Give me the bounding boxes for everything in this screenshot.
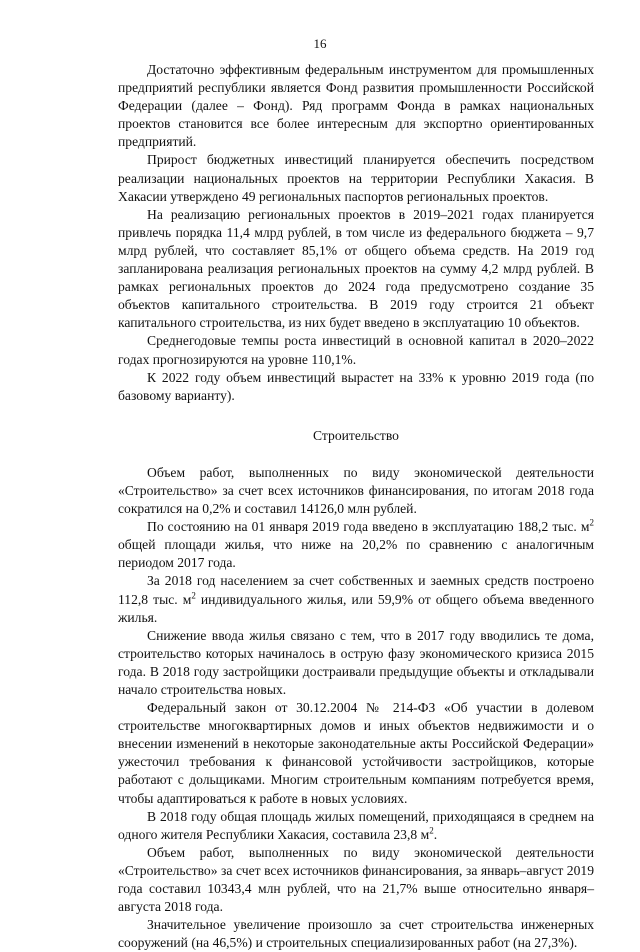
paragraph	[118, 808, 594, 844]
paragraph: Значительное увеличение произошло за счет строительства инженерных сооружений (на 46,5%) и строительных специализированных работ (на 27,3%).	[118, 917, 594, 951]
document-body	[118, 61, 594, 952]
superscript: 2	[191, 590, 196, 600]
page-number: 16	[313, 36, 327, 51]
paragraph: Снижение ввода жилья связано с тем, что в 2017 году вводились те дома, строительство которых начиналось в острую фазу экономического кризиса 2015 года. В 2018 году застройщики достраивали предыдущие объекты и откладывали начало строительства новых.	[118, 627, 594, 697]
text-run: В 2018 году общая площадь жилых помещений, приходящаяся в среднем на одного жителя Республики Хакасия, составила 23,8 м	[118, 808, 594, 842]
superscript: 2	[589, 517, 594, 528]
text-run: За 2018 год населением за счет собственных и заемных средств построено 112,8 тыс. м	[118, 573, 594, 607]
paragraph	[118, 572, 594, 626]
paragraph: К 2022 году объем инвестиций вырастет на 33% к уровню 2019 года (по базовому варианту).	[118, 369, 594, 403]
superscript: 2	[429, 825, 434, 836]
paragraph: Объем работ, выполненных по виду экономической деятельности «Строительство» за счет всех источников финансирования, за январь–август 2019 года составил 10343,4 млн рублей, что на 21,7% выше относительно января–августа 2018 года.	[118, 844, 594, 915]
paragraph	[118, 518, 594, 572]
paragraph: На реализацию региональных проектов в 2019–2021 годах планируется привлечь порядка 11,4 млрд рублей, в том числе из федерального бюджета – 9,7 млрд рублей, что составляет 85,1% от общего объема средств. На 2019 год запланирована реализация региональных проектов на сумму 4,2 млрд рублей. В рамках региональных проектов до 2024 года предусмотрено создание 35 объектов капитального строительства. В 2019 году строится 21 объект капитального строительства, из них будет введено в эксплуатацию 10 объектов.	[118, 206, 594, 331]
section-heading: Строительство	[313, 427, 399, 443]
paragraph: Федеральный закон от 30.12.2004 № 214-ФЗ «Об участии в долевом строительстве многоквартирных домов и иных объектов недвижимости и о внесении изменений в некоторые законодательные акты Российской Федерации» ужесточил требования к финансовой устойчивости застройщиков, которые работают с дольщиками. Многим строительным компаниям потребуется время, чтобы адаптироваться к работе в новых условиях.	[118, 700, 594, 806]
text-run: общей площади жилья, что ниже на 20,2% по сравнению с аналогичным периодом 2017 года.	[118, 537, 594, 571]
text-run: .	[433, 826, 438, 842]
paragraph: Среднегодовые темпы роста инвестиций в основной капитал в 2020–2022 годах прогнозируются на уровне 110,1%.	[118, 333, 594, 367]
text-run: индивидуального жилья, или 59,9% от общего объема введенного жилья.	[118, 591, 594, 625]
paragraph: Достаточно эффективным федеральным инструментом для промышленных предприятий республики является Фонд развития промышленности Российской Федерации (далее – Фонд). Ряд программ Фонда в рамках национальных проектов становится все более интересным для экспортно ориентированных предприятий.	[118, 62, 594, 150]
paragraph: Объем работ, выполненных по виду экономической деятельности «Строительство» за счет всех источников финансирования, по итогам 2018 года сократился на 0,2% и составил 14126,0 млн рублей.	[118, 464, 594, 517]
text-run: По состоянию на 01 января 2019 года введено в эксплуатацию 188,2 тыс. м	[147, 519, 590, 535]
paragraph: Прирост бюджетных инвестиций планируется обеспечить посредством реализации национальных проектов на территории Республики Хакасия. В Хакасии утверждено 49 региональных паспортов региональных проектов.	[118, 152, 594, 204]
